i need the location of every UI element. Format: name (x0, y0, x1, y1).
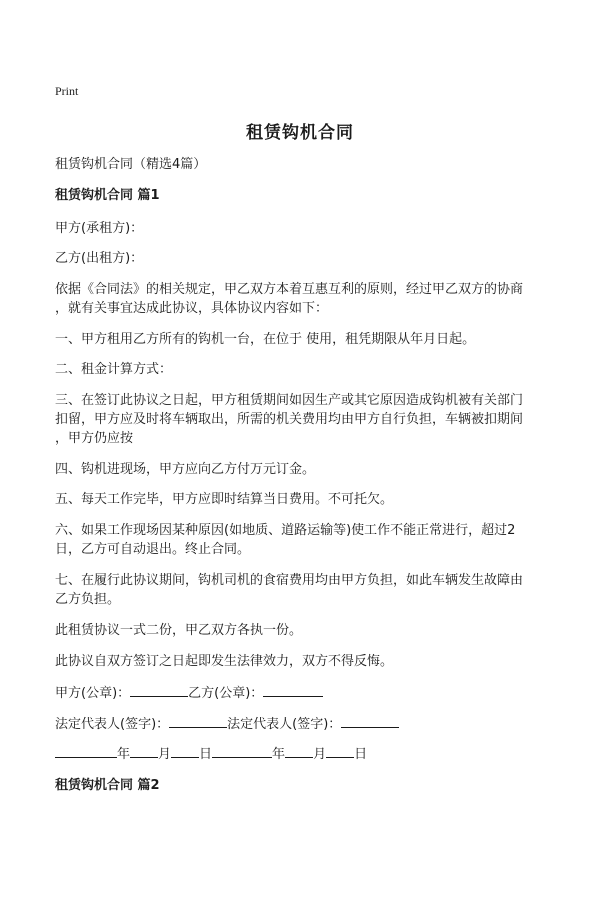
effective-statement: 此协议自双方签订之日起即发生法律效力，双方不得反悔。 (55, 654, 394, 669)
party-a-label: 甲方(承租方)： (55, 221, 144, 236)
date-a-month-blank (130, 743, 158, 758)
seal-a-blank (130, 682, 188, 697)
document-title: 租赁钩机合同 (246, 123, 354, 143)
clause-6-line1: 六、如果工作现场因某种原因(如地质、道路运输等)使工作不能正常进行，超过2 (55, 523, 516, 538)
date-a-day-label: 日 (199, 747, 213, 762)
date-b-day-label: 日 (354, 747, 368, 762)
date-b-month-label: 月 (313, 747, 327, 762)
clause-7-line1: 七、在履行此协议期间，钩机司机的食宿费用均由甲方负担，如此车辆发生故障由 (55, 573, 524, 588)
date-a-year-label: 年 (117, 747, 131, 762)
section2-heading: 租赁钩机合同 篇2 (55, 778, 160, 793)
date-b-year-blank (212, 743, 272, 758)
date-b-day-blank (326, 743, 354, 758)
seal-b-label: 乙方(公章)： (188, 686, 264, 701)
clause-6-line2: 日，乙方可自动退出。终止合同。 (55, 542, 251, 557)
seal-row (55, 682, 323, 704)
representative-row (55, 713, 399, 735)
clause-4: 四、钩机进现场，甲方应向乙方付万元订金。 (55, 462, 316, 477)
date-a-year-blank (55, 743, 117, 758)
intro-paragraph-line2: ，就有关事宜达成此协议，具体协议内容如下： (55, 301, 329, 316)
seal-a-label: 甲方(公章)： (55, 686, 131, 701)
print-label[interactable]: Print (55, 84, 79, 98)
copies-statement: 此租赁协议一式二份，甲乙双方各执一份。 (55, 623, 303, 638)
section1-heading: 租赁钩机合同 篇1 (55, 188, 160, 203)
clause-3-line3: ，甲方仍应按 (55, 431, 134, 446)
clause-3-line1: 三、在签订此协议之日起，甲方租赁期间如因生产或其它原因造成钩机被有关部门 (55, 393, 524, 408)
intro-paragraph-line1: 依据《合同法》的相关规定，甲乙双方本着互惠互利的原则，经过甲乙双方的协商 (55, 282, 524, 297)
rep-a-label: 法定代表人(签字)： (55, 717, 170, 732)
clause-5: 五、每天工作完毕，甲方应即时结算当日费用。不可托欠。 (55, 492, 394, 507)
document-subtitle: 租赁钩机合同（精选4篇） (55, 157, 207, 172)
date-b-month-blank (285, 743, 313, 758)
date-b-year-label: 年 (272, 747, 286, 762)
rep-b-blank (341, 713, 399, 728)
date-a-day-blank (171, 743, 199, 758)
seal-b-blank (263, 682, 323, 697)
clause-7-line2: 乙方负担。 (55, 592, 121, 607)
party-b-label: 乙方(出租方)： (55, 251, 144, 266)
date-a-month-label: 月 (158, 747, 172, 762)
date-row (55, 743, 367, 765)
rep-b-label: 法定代表人(签字)： (227, 717, 342, 732)
rep-a-blank (169, 713, 227, 728)
clause-3-line2: 扣留，甲方应及时将车辆取出，所需的机关费用均由甲方自行负担，车辆被扣期间 (55, 412, 524, 427)
clause-1: 一、甲方租用乙方所有的钩机一台，在位于 使用，租凭期限从年月日起。 (55, 332, 476, 347)
clause-2: 二、租金计算方式： (55, 362, 173, 377)
